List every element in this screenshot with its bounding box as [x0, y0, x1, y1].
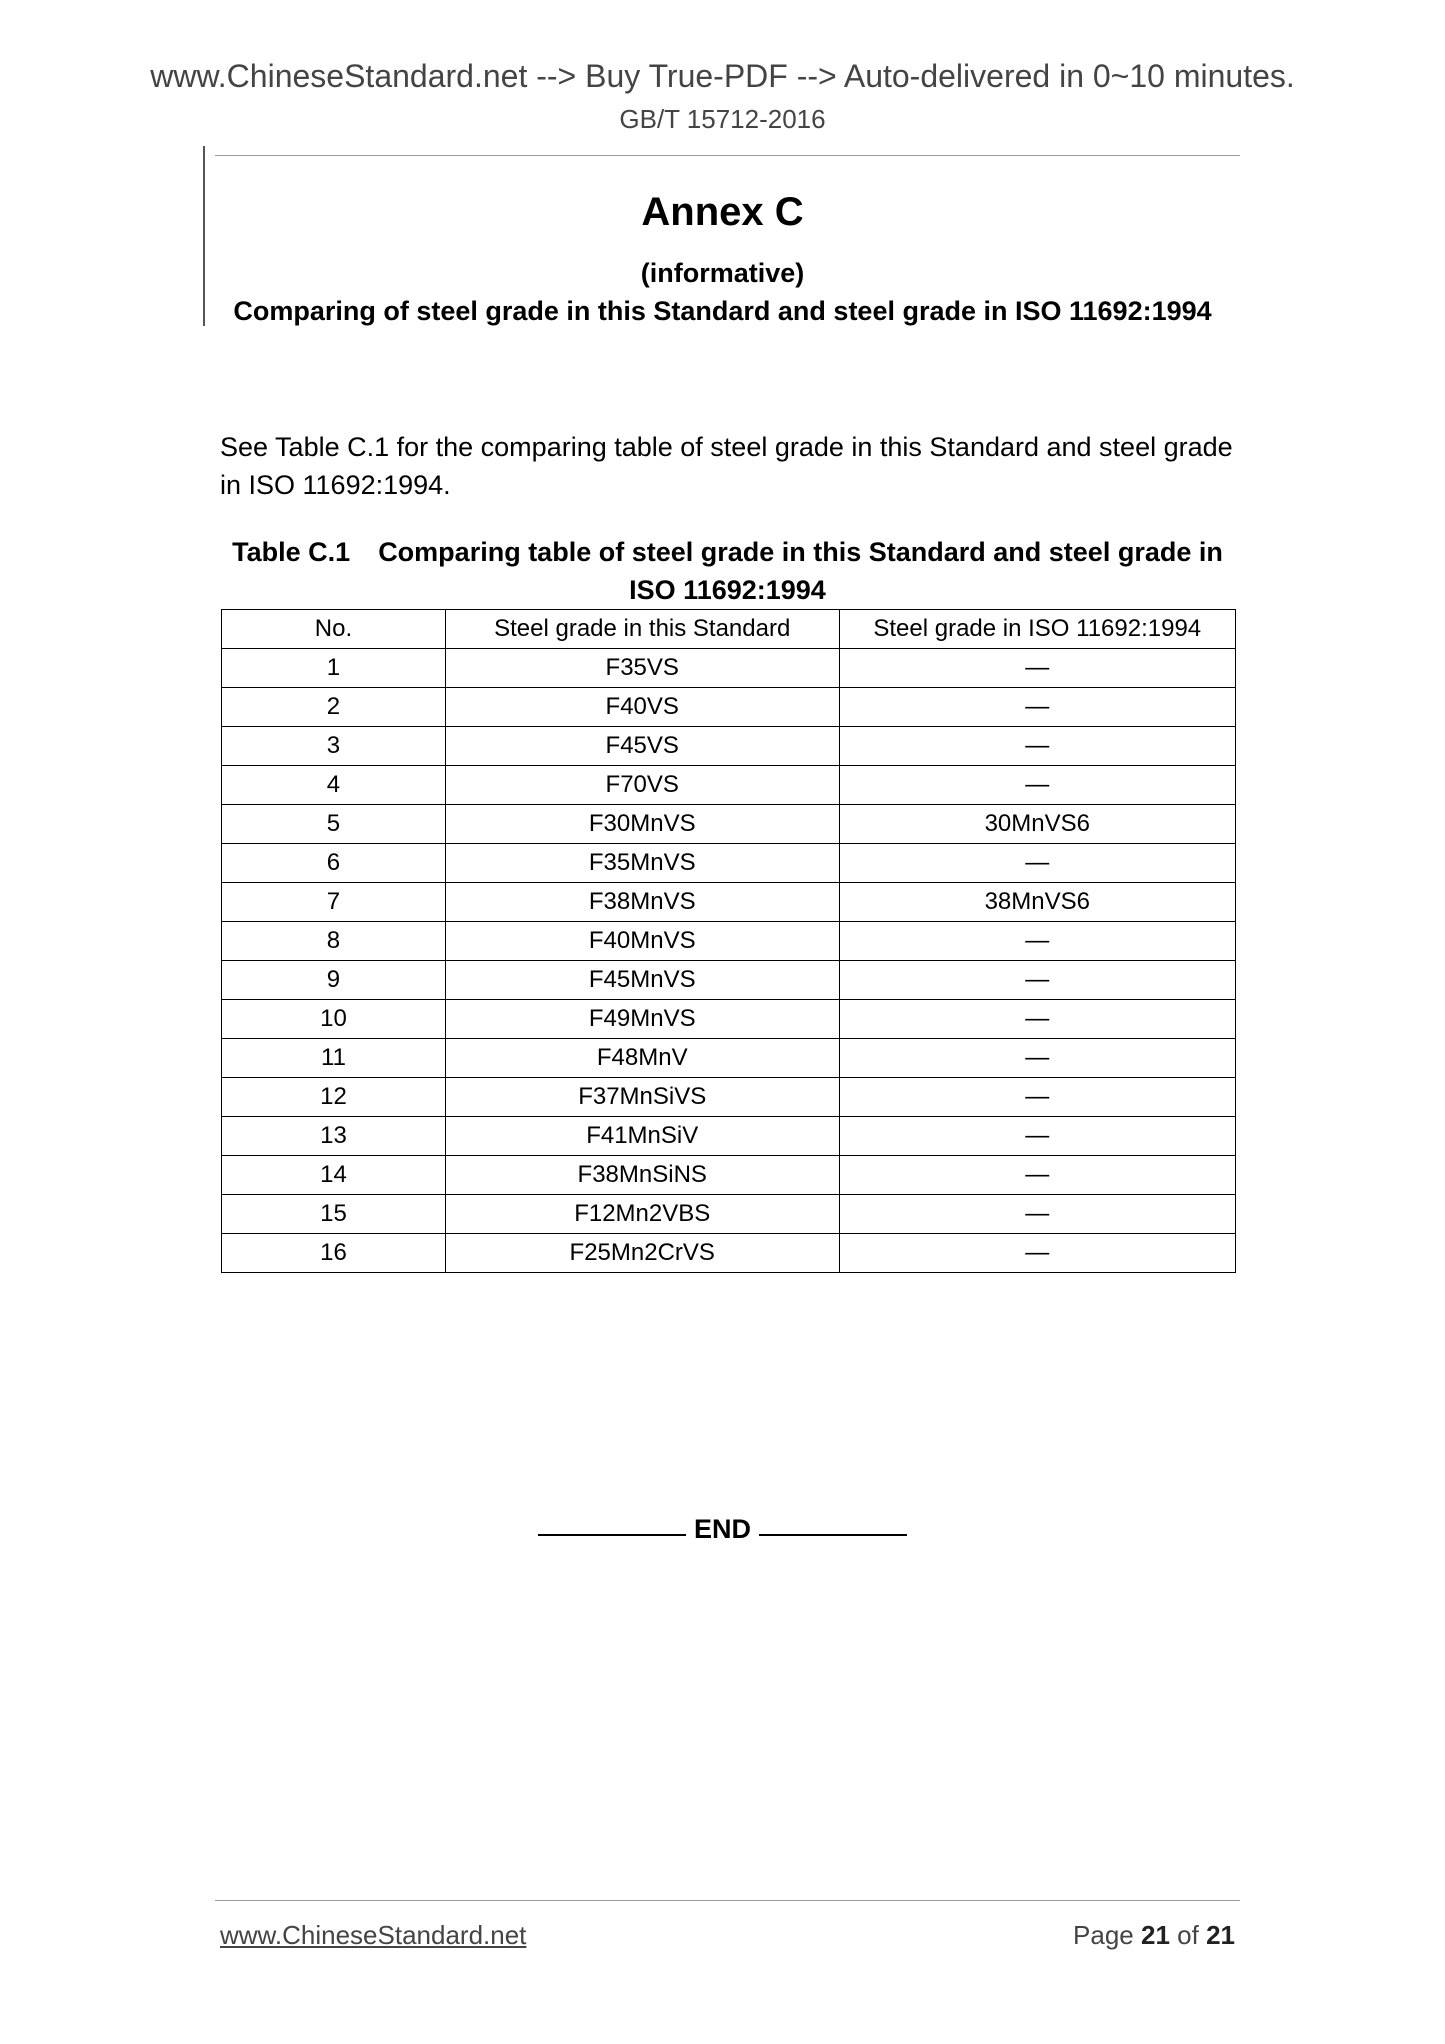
cell-iso-grade: — [839, 961, 1235, 1000]
page-prefix: Page [1073, 1920, 1134, 1950]
cell-iso-grade: — [839, 1156, 1235, 1195]
annex-subtitle: Comparing of steel grade in this Standard and steel grade in ISO 11692:1994 [233, 296, 1212, 326]
cell-iso-grade: — [839, 844, 1235, 883]
cell-iso-grade: 30MnVS6 [839, 805, 1235, 844]
cell-iso-grade: — [839, 1234, 1235, 1273]
cell-no: 16 [222, 1234, 446, 1273]
end-marker [0, 1514, 1445, 1545]
cell-no: 13 [222, 1117, 446, 1156]
table-row [222, 883, 1236, 922]
cell-no: 10 [222, 1000, 446, 1039]
cell-standard-grade: F35MnVS [445, 844, 839, 883]
header-standard-grade: Steel grade in this Standard [445, 610, 839, 649]
table-caption-text: Comparing table of steel grade in this Standard and steel grade in ISO 11692:1994 [378, 537, 1223, 605]
cell-standard-grade: F40VS [445, 688, 839, 727]
cell-iso-grade: — [839, 1039, 1235, 1078]
table-header-row [222, 610, 1236, 649]
cell-no: 11 [222, 1039, 446, 1078]
cell-standard-grade: F48MnV [445, 1039, 839, 1078]
cell-iso-grade: — [839, 649, 1235, 688]
table-row [222, 688, 1236, 727]
footer-divider [215, 1900, 1240, 1901]
cell-standard-grade: F30MnVS [445, 805, 839, 844]
page-of: of [1177, 1920, 1199, 1950]
cell-standard-grade: F37MnSiVS [445, 1078, 839, 1117]
cell-no: 4 [222, 766, 446, 805]
cell-standard-grade: F12Mn2VBS [445, 1195, 839, 1234]
cell-no: 9 [222, 961, 446, 1000]
table-row [222, 1039, 1236, 1078]
cell-iso-grade: 38MnVS6 [839, 883, 1235, 922]
cell-standard-grade: F45MnVS [445, 961, 839, 1000]
cell-standard-grade: F40MnVS [445, 922, 839, 961]
end-rule-right [759, 1533, 907, 1536]
table-row [222, 961, 1236, 1000]
table-row [222, 727, 1236, 766]
cell-iso-grade: — [839, 1117, 1235, 1156]
cell-standard-grade: F70VS [445, 766, 839, 805]
cell-iso-grade: — [839, 1195, 1235, 1234]
document-code: GB/T 15712-2016 [619, 104, 826, 134]
cell-no: 12 [222, 1078, 446, 1117]
cell-no: 5 [222, 805, 446, 844]
cell-no: 14 [222, 1156, 446, 1195]
cell-no: 7 [222, 883, 446, 922]
annex-title: Annex C [641, 190, 804, 234]
header-divider [215, 155, 1240, 156]
body-paragraph: See Table C.1 for the comparing table of steel grade in this Standard and steel grade in ISO 11692:1994. [220, 432, 1233, 500]
cell-iso-grade: — [839, 922, 1235, 961]
table-row [222, 1156, 1236, 1195]
steel-grade-table [221, 609, 1236, 1273]
cell-no: 6 [222, 844, 446, 883]
cell-iso-grade: — [839, 766, 1235, 805]
cell-no: 1 [222, 649, 446, 688]
cell-iso-grade: — [839, 1000, 1235, 1039]
cell-no: 3 [222, 727, 446, 766]
cell-standard-grade: F49MnVS [445, 1000, 839, 1039]
header-no: No. [222, 610, 446, 649]
cell-standard-grade: F38MnVS [445, 883, 839, 922]
source-banner: www.ChineseStandard.net --> Buy True-PDF --> Auto-delivered in 0~10 minutes. [150, 58, 1295, 94]
table-row [222, 844, 1236, 883]
table-row [222, 922, 1236, 961]
table-row [222, 1078, 1236, 1117]
cell-iso-grade: — [839, 688, 1235, 727]
table-caption [220, 533, 1235, 609]
cell-standard-grade: F25Mn2CrVS [445, 1234, 839, 1273]
table-row [222, 1195, 1236, 1234]
cell-iso-grade: — [839, 1078, 1235, 1117]
end-text: END [693, 1514, 751, 1544]
cell-no: 2 [222, 688, 446, 727]
cell-no: 8 [222, 922, 446, 961]
cell-standard-grade: F35VS [445, 649, 839, 688]
cell-iso-grade: — [839, 727, 1235, 766]
cell-standard-grade: F41MnSiV [445, 1117, 839, 1156]
table-row [222, 766, 1236, 805]
cell-no: 15 [222, 1195, 446, 1234]
footer-site-link[interactable]: www.ChineseStandard.net [220, 1920, 527, 1950]
page-current: 21 [1141, 1920, 1170, 1950]
table-row [222, 1000, 1236, 1039]
cell-standard-grade: F45VS [445, 727, 839, 766]
end-rule-left [538, 1533, 686, 1536]
header-iso-grade: Steel grade in ISO 11692:1994 [839, 610, 1235, 649]
table-caption-label: Table C.1 [232, 537, 351, 567]
cell-standard-grade: F38MnSiNS [445, 1156, 839, 1195]
page-number [1073, 1920, 1235, 1951]
table-row [222, 1117, 1236, 1156]
table-row [222, 649, 1236, 688]
table-row [222, 805, 1236, 844]
page-total: 21 [1206, 1920, 1235, 1950]
annex-kind: (informative) [640, 258, 805, 288]
table-row [222, 1234, 1236, 1273]
